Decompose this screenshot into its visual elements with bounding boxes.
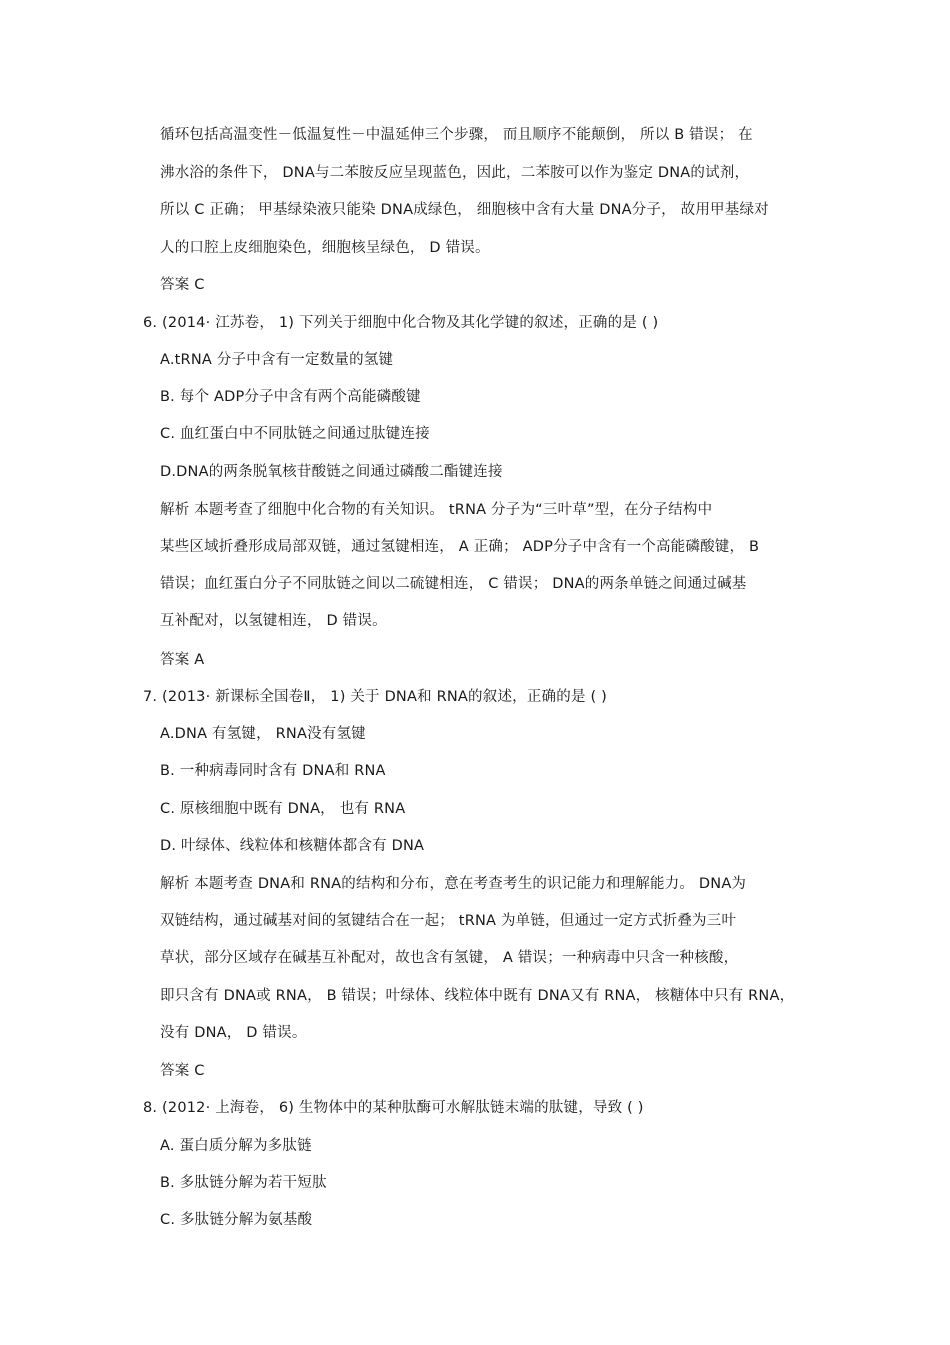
analysis-line: 解析 本题考查 DNA和 RNA的结构和分布，意在考查考生的识记能力和理解能力。 DNA为	[160, 876, 747, 892]
text-line: 双链结构，通过碱基对间的氢键结合在一起； tRNA 为单链，但通过一定方式折叠为三叶	[160, 913, 737, 929]
option-c: C. 多肽链分解为氨基酸	[160, 1212, 313, 1228]
question-6: 6. (2014· 江苏卷， 1) 下列关于细胞中化合物及其化学键的叙述，正确的是 ( )	[143, 315, 659, 331]
text-line: 所以 C 正确； 甲基绿染液只能染 DNA成绿色， 细胞核中含有大量 DNA分子， 故用甲基绿对	[160, 202, 769, 218]
text-line: 错误；血红蛋白分子不同肽链之间以二硫键相连， C 错误； DNA的两条单链之间通过碱基	[160, 576, 747, 592]
text-line: 人的口腔上皮细胞染色，细胞核呈绿色， D 错误。	[160, 240, 490, 256]
option-b: B. 多肽链分解为若干短肽	[160, 1175, 327, 1191]
text-line: 某些区域折叠形成局部双链，通过氢键相连， A 正确； ADP分子中含有一个高能磷酸键， B	[160, 539, 760, 555]
answer-line: 答案 C	[160, 277, 205, 293]
question-8: 8. (2012· 上海卷， 6) 生物体中的某种肽酶可水解肽链末端的肽键，导致 ( )	[143, 1100, 644, 1116]
option-a: A. 蛋白质分解为多肽链	[160, 1138, 312, 1154]
analysis-line: 解析 本题考查了细胞中化合物的有关知识。 tRNA 分子为“三叶草”型，在分子结构中	[160, 502, 713, 518]
option-b: B. 一种病毒同时含有 DNA和 RNA	[160, 763, 386, 779]
text-line: 循环包括高温变性－低温复性－中温延伸三个步骤， 而且顺序不能颠倒， 所以 B 错误； 在	[160, 127, 753, 143]
question-7: 7. (2013· 新课标全国卷Ⅱ， 1) 关于 DNA和 RNA的叙述，正确的是 ( )	[143, 689, 607, 705]
text-line: 没有 DNA， D 错误。	[160, 1025, 307, 1041]
text-line: 即只含有 DNA或 RNA， B 错误；叶绿体、线粒体中既有 DNA又有 RNA， 核糖体中只有 RNA，	[160, 988, 795, 1004]
option-c: C. 血红蛋白中不同肽链之间通过肽键连接	[160, 426, 430, 442]
answer-line: 答案 A	[160, 652, 205, 668]
text-line: 互补配对，以氢键相连， D 错误。	[160, 613, 387, 629]
option-a: A.tRNA 分子中含有一定数量的氢键	[160, 352, 394, 368]
text-line: 草状，部分区域存在碱基互补配对，故也含有氢键， A 错误；一种病毒中只含一种核酸，	[160, 950, 739, 966]
option-a: A.DNA 有氢键， RNA没有氢键	[160, 726, 366, 742]
option-d: D.DNA的两条脱氧核苷酸链之间通过磷酸二酯键连接	[160, 464, 503, 480]
option-c: C. 原核细胞中既有 DNA， 也有 RNA	[160, 801, 406, 817]
option-b: B. 每个 ADP分子中含有两个高能磷酸键	[160, 389, 421, 405]
text-line: 沸水浴的条件下， DNA与二苯胺反应呈现蓝色，因此，二苯胺可以作为鉴定 DNA的试剂，	[160, 165, 750, 181]
option-d: D. 叶绿体、线粒体和核糖体都含有 DNA	[160, 838, 425, 854]
answer-line: 答案 C	[160, 1063, 205, 1079]
